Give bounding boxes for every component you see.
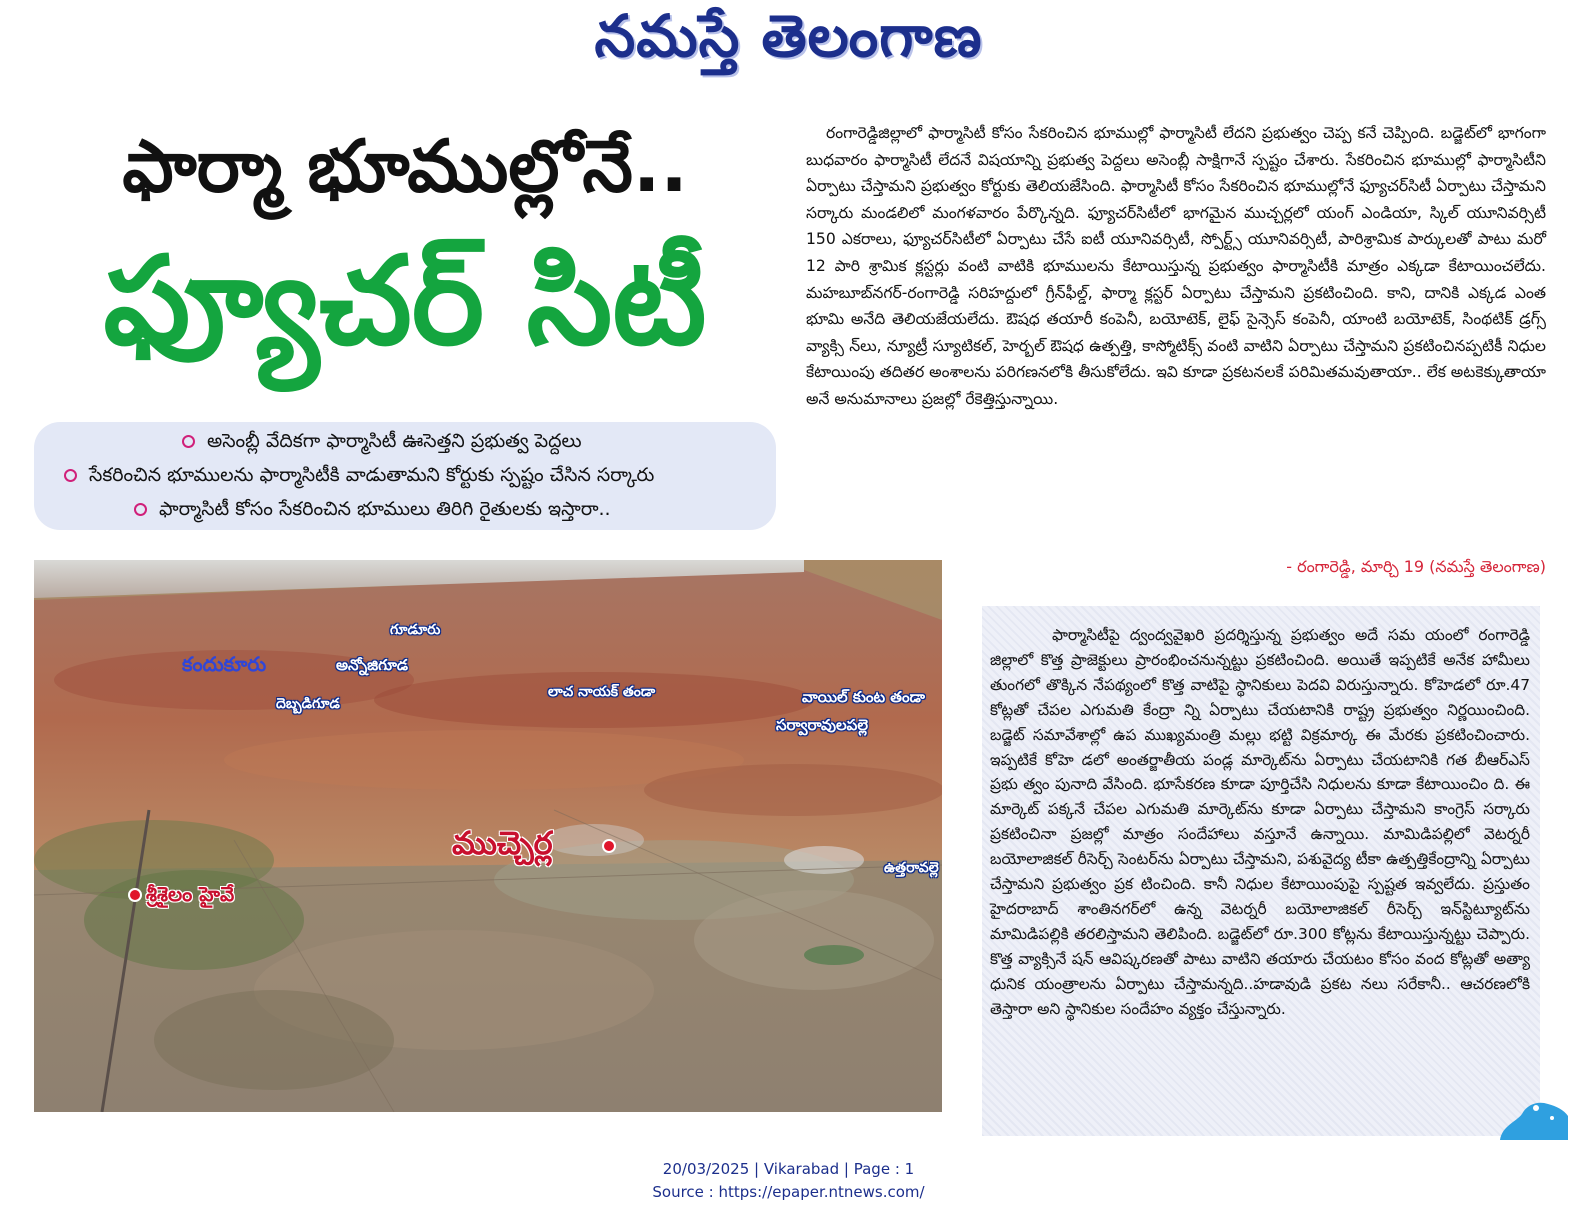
map-label-lacha-nayak-tanda: లాచ నాయక్ తండా	[548, 684, 656, 700]
main-story	[806, 120, 1546, 413]
story-text: రంగారెడ్డిజిల్లాలో ఫార్మాసిటీ కోసం సేకరించిన భూముల్లో ఫార్మాసిటీ లేదని ప్రభుత్వం చెప్ప కనే చెప్పింది. బడ్జెట్‌లో భాగంగా బుధవారం ఫార్మాసిటీ లేదనే విషయాన్ని ప్రభుత్వ పెద్దలు అసెంబ్లీ సాక్షిగానే స్పష్టం చేశారు. సేకరించిన భూముల్లో ఫార్మాసిటీని ఏర్పాటు చేస్తామని ప్రభుత్వం కోర్టుకు తెలియజేసింది. ఫార్మాసిటీ కోసం సేకరించిన భూముల్లోనే ఫ్యూచర్‌సిటీ ఏర్పాటు చేస్తామని సర్కారు మండలిలో మంగళవారం పేర్కొన్నది. ఫ్యూచర్‌సిటీలో భాగమైన ముచ్చర్లలో యంగ్ ఎండియా, స్కిల్ యూనివర్సిటీ 150 ఎకరాలు, ఫ్యూచర్‌సిటీలో ఏర్పాటు చేసే ఐటీ యూనివర్సిటీ, స్పోర్ట్స్ యూనివర్సిటీ, పారిశ్రామిక పార్కులతో పాటు మరో 12 పారి శ్రామిక క్లస్టర్లు వంటి వాటికి భూములను కేటాయిస్తున్న ప్రభుత్వం ఫార్మాసిటీకి మాత్రం ఎక్కడా కేటాయించలేదు. మహబూబ్‌నగర్-రంగారెడ్డి సరిహద్దులో గ్రీన్‌ఫీల్డ్, ఫార్మా క్లస్టర్ ఏర్పాటు చేస్తామని ప్రకటించింది. కాని, దానికి ఎక్కడ ఎంత భూమి అనేది తెలియజేయలేదు. ఔషధ తయారీ కంపెనీ, బయోటెక్, లైఫ్ సైన్సెస్ కంపెనీ, యాంటి బయోటెక్, సింథటిక్ డ్రగ్స్ వ్యాక్సి న్‌లు, న్యూట్రీ స్యూటికల్, హెర్బల్ ఔషధ ఉత్పత్తి, కాస్మోటిక్స్ వంటి వాటిని ఏర్పాటు చేస్తామని ప్రకటించినప్పటికీ నిధుల కేటాయింపు తదితర అంశాలను పరిగణనలోకి తీసుకోలేదు. ఇవి కూడా ప్రకటనలకే పరిమితమవుతాయా.. లేక అటకెక్కుతాయా అనే అనుమానాలు ప్రజల్లో రేకెత్తిస్తున్నాయి.	[806, 124, 1546, 408]
highlight-item	[134, 498, 611, 525]
highlight-text: సేకరించిన భూములను ఫార్మాసిటీకి వాడుతామని కోర్టుకు స్పష్టం చేసిన సర్కారు	[89, 464, 655, 486]
sidebar-story-box	[982, 606, 1540, 1136]
bullet-circle-icon	[134, 503, 147, 516]
dateline: - రంగారెడ్డి, మార్చి 19 (నమస్తే తెలంగాణ)	[1286, 557, 1546, 576]
satellite-map	[34, 560, 942, 1112]
masthead-logo: నమస్తే తెలంగాణ	[594, 2, 983, 70]
map-label-srisailam-highway: శ్రీశైలం హైవే	[146, 882, 235, 906]
blue-ink-splash-icon	[1496, 1096, 1568, 1140]
sidebar-story-text: ఫార్మాసిటీపై ద్వంద్వవైఖరి ప్రదర్శిస్తున్న ప్రభుత్వం అదే సమ యంలో రంగారెడ్డి జిల్లాలో కొత్త ప్రాజెక్టులు ప్రారంభించనున్నట్టు ప్రకటించింది. అయితే ఇప్పటికే అనేక హామీలు తుంగలో తొక్కిన నేపథ్యంలో కొత్త వాటిపై స్థానికులు పెదవి విరుస్తున్నారు. కోహెడలో రూ.47 కోట్లతో చేపల ఎగుమతి కేంద్రా న్ని ఏర్పాటు చేయటానికి రాష్ట్ర ప్రభుత్వం నిర్ణయించింది. బడ్జెట్ సమావేశాల్లో ఉప ముఖ్యమంత్రి మల్లు భట్టి విక్రమార్క ఈ మేరకు ప్రకటించించారు. ఇప్పటికే కోహె డలో అంతర్జాతీయ పండ్ల మార్కెట్‌ను ఏర్పాటు చేయటానికి గత బీఆర్‌ఎస్ ప్రభు త్వం పునాది వేసింది. భూసేకరణ కూడా పూర్తిచేసి నిధులను కూడా కేటాయించిం ది. ఈ మార్కెట్ పక్కనే చేపల ఎగుమతి మార్కెట్‌ను కూడా ఏర్పాటు చేస్తామని కాంగ్రెస్ సర్కారు ప్రకటించినా ప్రజల్లో మాత్రం సందేహాలు వస్తూనే ఉన్నాయి. మామిడిపల్లిలో వెటర్నరీ బయోలాజికల్ రీసెర్చ్ సెంటర్‌ను ఏర్పాటు చేస్తామని, పశువైద్య టీకా ఉత్పత్తికేంద్రాన్ని ఏర్పాటు చేస్తామని ప్రభుత్వం ప్రక టించింది. కానీ నిధుల కేటాయింపుపై స్పష్టత ఇవ్వలేదు. ప్రస్తుతం హైదరాబాద్ శాంతినగర్‌లో ఉన్న వెటర్నరీ బయోలాజికల్ రీసెర్చ్ ఇన్‌స్టిట్యూట్‌ను మామిడిపల్లికి తరలిస్తామని తెలిపింది. బడ్జెట్‌లో రూ.300 కోట్లను కేటాయిస్తున్నట్టు చెప్పారు. కొత్త వ్యాక్సినే షన్ ఆవిష్కరణతో పాటు వాటిని తయారు చేయటం కోసం వంద కోట్లతో అత్యా ధునిక యంత్రాలను ఏర్పాటు చేస్తామన్నది..హడావుడి ప్రకట నలు సరేకానీ.. ఆచరణలోకి తెస్తారా అని స్థానికుల సందేహం వ్యక్తం చేస్తున్నారు.	[990, 626, 1530, 1018]
map-label-gudur: గూడూరు	[390, 622, 441, 638]
bullet-circle-icon	[64, 469, 77, 482]
highlight-text: ఫార్మాసిటీ కోసం సేకరించిన భూములు తిరిగి రైతులకు ఇస్తారా..	[159, 498, 611, 520]
kicker-headline: ఫార్మా భూముల్లోనే..	[122, 124, 688, 208]
highlight-item	[182, 430, 582, 457]
footer-source: Source : https://epaper.ntnews.com/	[652, 1183, 925, 1201]
main-headline: ఫ్యూచర్ సిటీ	[103, 230, 707, 372]
highlight-item	[64, 464, 654, 491]
map-label-debbadiguda: దెబ్బడిగూడ	[276, 696, 340, 712]
map-label-uttaraopalle: ఉత్తరావల్లె	[884, 860, 939, 876]
map-label-annojiguda: అన్నోజిగూడ	[336, 656, 409, 674]
highlights-box	[34, 422, 776, 530]
location-pin-icon	[602, 839, 616, 853]
map-label-kandukuru: కందుకూరు	[182, 652, 267, 676]
footer-date-edition: 20/03/2025 | Vikarabad | Page : 1	[662, 1160, 915, 1178]
bullet-circle-icon	[182, 435, 195, 448]
sidebar-story	[990, 623, 1530, 1022]
map-label-mucherla: ముచ్చెర్ల	[452, 824, 553, 862]
map-label-vail-kunta-tanda: వాయిల్ కుంట తండా	[802, 688, 925, 706]
highlight-text: అసెంబ్లీ వేదికగా ఫార్మాసిటీ ఊసెత్తని ప్రభుత్వ పెద్దలు	[207, 430, 582, 452]
map-label-sarvaraopalle: సర్వారావులపల్లె	[776, 716, 868, 734]
location-pin-icon	[128, 888, 142, 902]
